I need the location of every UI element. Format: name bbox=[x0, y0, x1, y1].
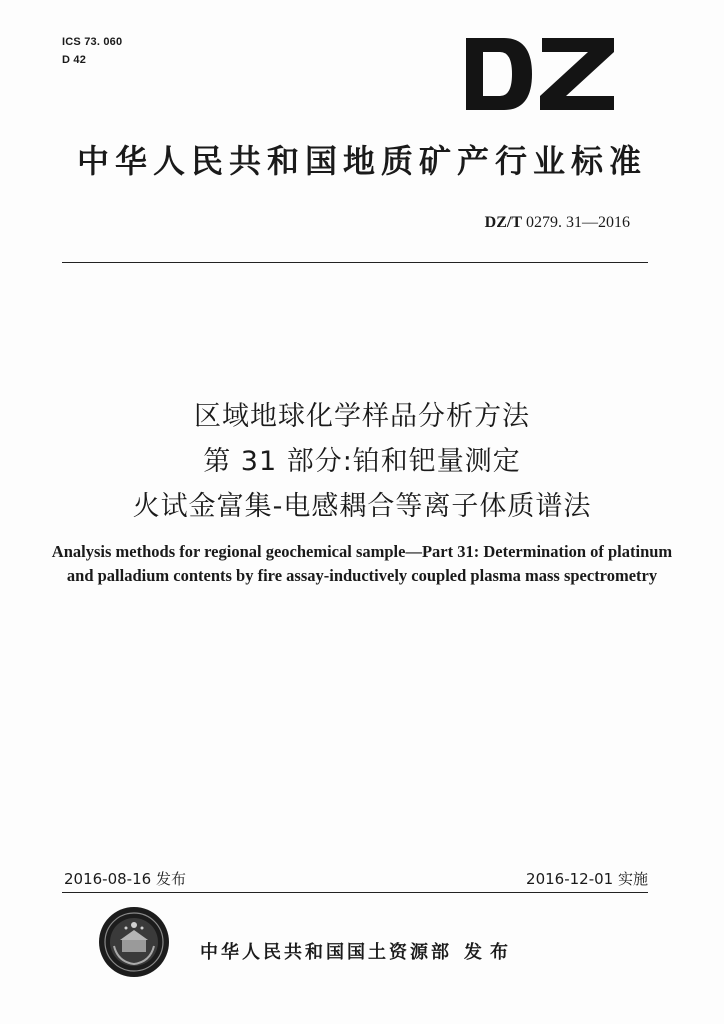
title-en: Analysis methods for regional geochemical sample—Part 31: Determination of platinum and palladium contents by fire assay-inductively coupled plasma mass spectrometry bbox=[51, 542, 673, 585]
title-cn-line3: 火试金富集-电感耦合等离子体质谱法 bbox=[132, 491, 592, 522]
ccs-code: D 42 bbox=[62, 54, 87, 66]
standard-number bbox=[485, 214, 630, 232]
publish-label: 发布 bbox=[464, 942, 516, 963]
dz-logo bbox=[466, 38, 616, 110]
national-emblem-icon bbox=[98, 906, 170, 978]
title-cn-line2: 第 31 部分:铂和钯量测定 bbox=[203, 446, 521, 477]
issuing-authority: 中华人民共和国国土资源部 bbox=[200, 942, 452, 963]
standard-body-title: 中华人民共和国地质矿产行业标准 bbox=[76, 142, 647, 180]
implementation-date: 2016-12-01 实施 bbox=[526, 870, 648, 888]
header-divider bbox=[62, 262, 648, 263]
footer-divider bbox=[62, 892, 648, 893]
standard-prefix: DZ/T bbox=[484, 214, 522, 231]
title-cn-line1: 区域地球化学样品分析方法 bbox=[194, 401, 530, 432]
ics-code: ICS 73. 060 bbox=[62, 36, 123, 48]
issue-date: 2016-08-16 发布 bbox=[64, 870, 186, 888]
standard-code: 0279. 31—2016 bbox=[526, 214, 630, 231]
